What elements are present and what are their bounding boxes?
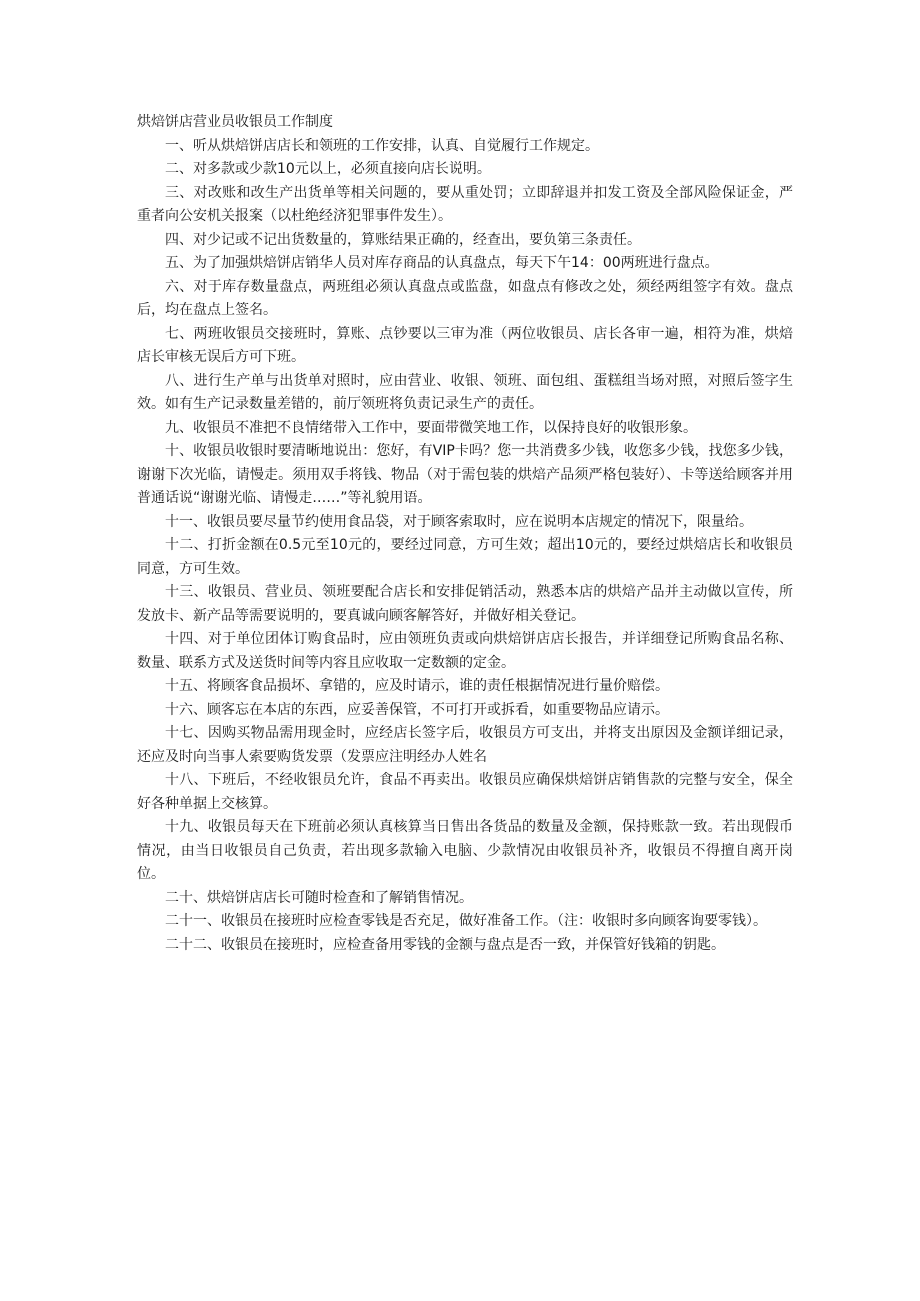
rule-paragraph-8: 八、进行生产单与出货单对照时，应由营业、收银、领班、面包组、蛋糕组当场对照，对照后签字生效。如有生产记录数量差错的，前厅领班将负责记录生产的责任。 — [137, 372, 793, 412]
rule-paragraph-7: 七、两班收银员交接班时，算账、点钞要以三审为准（两位收银员、店长各审一遍，相符为准，烘焙店长审核无误后方可下班。 — [137, 325, 793, 365]
document-title: 烘焙饼店营业员收银员工作制度 — [137, 114, 333, 130]
rule-paragraph-14: 十四、对于单位团体订购食品时，应由领班负责或向烘焙饼店店长报告，并详细登记所购食品名称、数量、联系方式及送货时间等内容且应收取一定数额的定金。 — [137, 631, 793, 671]
rule-paragraph-15: 十五、将顾客食品损坏、拿错的，应及时请示，谁的责任根据情况进行量价赔偿。 — [165, 678, 669, 694]
rule-paragraph-10: 十、收银员收银时要清晰地说出：您好，有VIP卡吗？您一共消费多少钱，收您多少钱，找您多少钱，谢谢下次光临，请慢走。须用双手将钱、物品（对于需包装的烘焙产品须严格包装好）、卡等送给顾客并用普通话说“谢谢光临、请慢走……”等礼貌用语。 — [137, 443, 793, 506]
rule-paragraph-11: 十一、收银员要尽量节约使用食品袋，对于顾客索取时，应在说明本店规定的情况下，限量给。 — [165, 513, 753, 530]
rule-paragraph-6: 六、对于库存数量盘点，两班组必须认真盘点或监盘，如盘点有修改之处，须经两组签字有效。盘点后，均在盘点上签名。 — [137, 278, 793, 318]
rule-paragraph-19: 十九、收银员每天在下班前必须认真核算当日售出各货品的数量及金额，保持账款一致。若出现假币情况，由当日收银员自己负责，若出现多款输入电脑、少款情况由收银员补齐，收银员不得擅自离开岗位。 — [137, 819, 793, 882]
rule-paragraph-22: 二十二、收银员在接班时，应检查备用零钱的金额与盘点是否一致，并保管好钱箱的钥匙。 — [165, 936, 725, 953]
rule-paragraph-4: 四、对少记或不记出货数量的，算账结果正确的，经查出，要负第三条责任。 — [165, 231, 641, 248]
rule-paragraph-3: 三、对改账和改生产出货单等相关问题的，要从重处罚；立即辞退并扣发工资及全部风险保证金，严重者向公安机关报案（以杜绝经济犯罪事件发生）。 — [137, 184, 793, 224]
rule-paragraph-5: 五、为了加强烘焙饼店销华人员对库存商品的认真盘点，每天下午14：00两班进行盘点。 — [165, 255, 719, 271]
rule-paragraph-20: 二十、烘焙饼店店长可随时检查和了解销售情况。 — [165, 889, 473, 906]
rule-paragraph-12: 十二、打折金额在0.5元至10元的，要经过同意，方可生效；超出10元的，要经过烘焙店长和收银员同意，方可生效。 — [137, 537, 793, 577]
rule-paragraph-16: 十六、顾客忘在本店的东西，应妥善保管，不可打开或拆看，如重要物品应请示。 — [165, 701, 669, 718]
rule-paragraph-1: 一、听从烘焙饼店店长和领班的工作安排，认真、自觉履行工作规定。 — [165, 137, 599, 154]
document-body — [137, 111, 793, 957]
rule-paragraph-21: 二十一、收银员在接班时应检查零钱是否充足，做好准备工作。（注：收银时多向顾客询要零钱）。 — [165, 913, 767, 929]
rule-paragraph-13: 十三、收银员、营业员、领班要配合店长和安排促销活动，熟悉本店的烘焙产品并主动做以宣传，所发放卡、新产品等需要说明的，要真诚向顾客解答好，并做好相关登记。 — [137, 584, 793, 624]
rule-paragraph-2: 二、对多款或少款10元以上，必须直接向店长说明。 — [165, 161, 491, 177]
rule-paragraph-17: 十七、因购买物品需用现金时，应经店长签字后，收银员方可支出，并将支出原因及金额详细记录，还应及时向当事人索要购货发票（发票应注明经办人姓名 — [137, 725, 793, 765]
rule-paragraph-18: 十八、下班后，不经收银员允许，食品不再卖出。收银员应确保烘焙饼店销售款的完整与安全，保全好各种单据上交核算。 — [137, 772, 793, 812]
rule-paragraph-9: 九、收银员不准把不良情绪带入工作中，要面带微笑地工作，以保持良好的收银形象。 — [165, 419, 697, 436]
